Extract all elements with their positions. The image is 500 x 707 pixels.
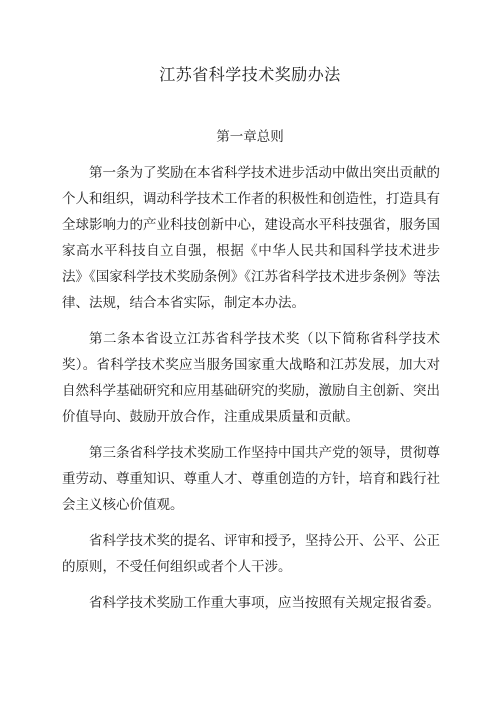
chapter-title: 第一章总则 — [216, 129, 284, 145]
article-1-paragraph: 第一条为了奖励在本省科学技术进步活动中做出突出贡献的个人和组织，调动科学技术工作者的积极性和创造性，打造具有全球影响力的产业科技创新中心，建设高水平科技强省，服务国家高水平科技自立自强，根据《中华人民共和国科学技术进步法》《国家科学技术奖励条例》《江苏省科学技术进步条例》等法律、法规，结合本省实际，制定本办法。 — [62, 165, 440, 311]
document-title: 江苏省科学技术奖励办法 — [159, 65, 341, 84]
article-3-paragraph: 第三条省科学技术奖励工作坚持中国共产党的领导，贯彻尊重劳动、尊重知识、尊重人才、尊重创造的方针，培育和践行社会主义核心价值观。 — [62, 445, 440, 513]
principle-paragraph: 省科学技术奖的提名、评审和授予，坚持公开、公平、公正的原则，不受任何组织或者个人干涉。 — [62, 533, 440, 575]
article-2-paragraph: 第二条本省设立江苏省科学技术奖（以下简称省科学技术奖）。省科学技术奖应当服务国家重大战略和江苏发展，加大对自然科学基础研究和应用基础研究的奖励，激励自主创新、突出价值导向、鼓励开放合作，注重成果质量和贡献。 — [62, 331, 440, 425]
major-matters-paragraph: 省科学技术奖励工作重大事项，应当按照有关规定报省委。 — [89, 595, 440, 611]
document-body — [62, 160, 440, 626]
